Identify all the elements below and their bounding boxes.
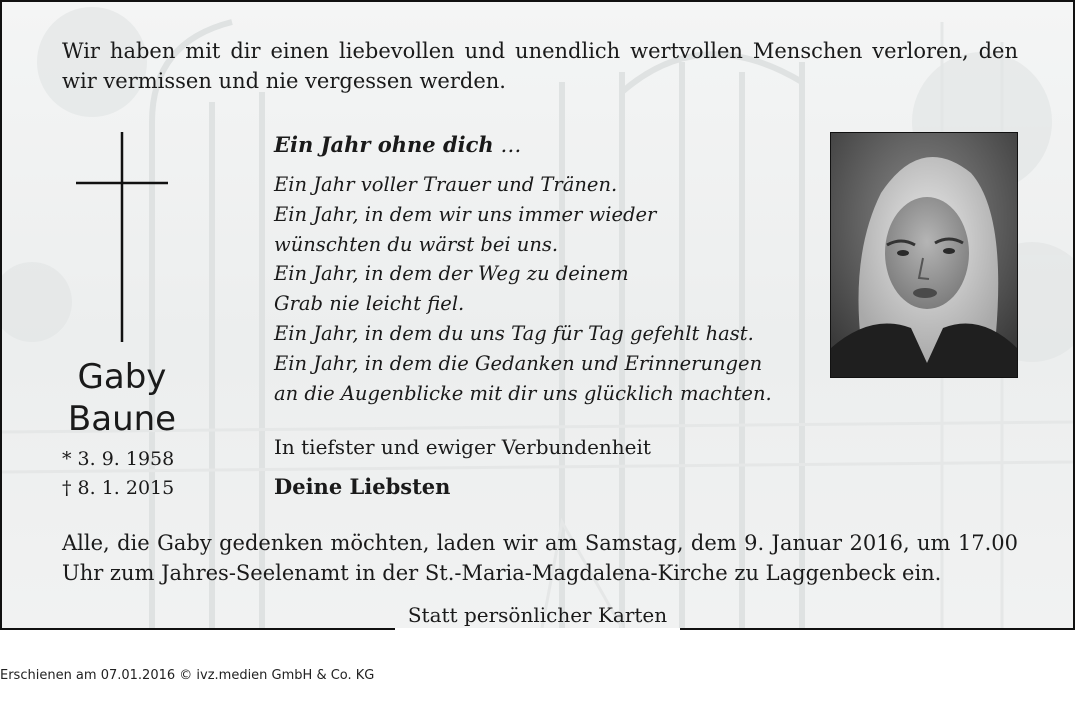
poem-line: Ein Jahr, in dem wir uns immer wieder (274, 202, 657, 226)
poem-title-ellipsis: … (493, 133, 522, 157)
first-name: Gaby (77, 357, 167, 397)
life-dates (62, 445, 202, 503)
publication-footer: Erschienen am 07.01.2016 © ivz.medien GmbH & Co. KG (0, 668, 375, 683)
poem-line: Ein Jahr, in dem du uns Tag für Tag gefehlt hast. (274, 321, 754, 345)
last-name: Baune (67, 399, 177, 439)
poem (274, 170, 834, 408)
closing-line: In tiefster und ewiger Verbundenheit (274, 435, 651, 459)
poem-line: Ein Jahr, in dem der Weg zu deinem (274, 262, 629, 286)
poem-line: Grab nie leicht fiel. (274, 292, 465, 316)
poem-line: Ein Jahr voller Trauer und Tränen. (274, 173, 618, 196)
cross-icon (76, 132, 168, 342)
poem-line: wünschten du wärst bei uns. (274, 232, 559, 256)
deceased-name (52, 356, 192, 440)
portrait-photo (830, 132, 1018, 378)
poem-title (274, 130, 521, 160)
bottom-border-right (680, 628, 1075, 630)
memorial-service-notice: Alle, die Gaby gedenken möchten, laden wir am Samstag, dem 9. Januar 2016, um 17.00 Uhr zum Jahres-Seelenamt in der St.-Maria-Magdalena-Kirche zu Laggenbeck ein. (62, 531, 1018, 585)
death-date: † 8. 1. 2015 (62, 477, 175, 499)
poem-line: Ein Jahr, in dem die Gedanken und Erinnerungen (274, 351, 763, 375)
poem-line: an die Augenblicke mit dir uns glücklich machten. (274, 381, 772, 405)
birth-date: * 3. 9. 1958 (62, 448, 175, 470)
poem-title-text: Ein Jahr ohne dich (274, 132, 494, 157)
signature: Deine Liebsten (274, 474, 451, 499)
bottom-caption: Statt persönlicher Karten (407, 603, 668, 627)
intro-text: Wir haben mit dir einen liebevollen und unendlich wertvollen Menschen verloren, den wir vermissen und nie vergessen werden. (62, 39, 1018, 93)
bottom-border-left (0, 628, 395, 630)
